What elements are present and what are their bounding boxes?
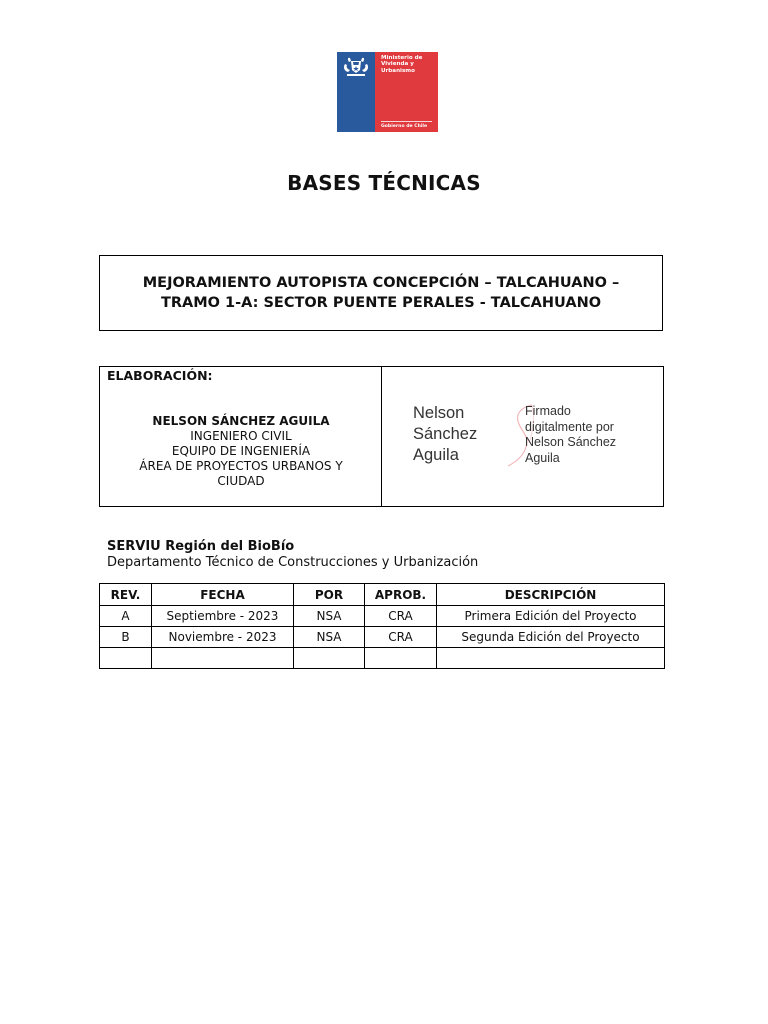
organization-department: Departamento Técnico de Construcciones y Urbanización [107,555,479,570]
digital-signature [382,367,663,506]
signature-name-line: Nelson [413,404,465,422]
cell-fecha [152,648,294,669]
cell-fecha: Noviembre - 2023 [152,627,294,648]
project-title-box [99,255,663,331]
author-team: EQUIP0 DE INGENIERÍA [171,444,311,458]
column-header-rev: REV. [100,584,152,606]
revision-header-row [100,584,665,606]
signature-caption [525,404,616,466]
column-header-por: POR [294,584,365,606]
signature-name-line: Aguila [413,446,459,464]
signature-caption-line: digitalmente por [525,419,614,434]
cell-aprob: CRA [365,627,437,648]
elaboration-box [99,366,664,507]
cell-aprob: CRA [365,606,437,627]
table-row [100,606,665,627]
cell-fecha: Septiembre - 2023 [152,606,294,627]
author-block [100,414,382,489]
chile-coat-of-arms-icon [341,56,371,78]
column-header-aprob: APROB. [365,584,437,606]
revision-table [99,583,665,669]
cell-rev [100,648,152,669]
signature-caption-line: Aguila [525,450,560,465]
logo-red-panel [375,52,438,132]
signature-name-line: Sánchez [413,425,478,443]
table-row [100,627,665,648]
signature-caption-line: Firmado [525,404,571,418]
organization-name: SERVIU Región del BioBío [107,539,295,554]
signature-caption-line: Nelson Sánchez [525,435,617,449]
author-name: NELSON SÁNCHEZ AGUILA [152,414,330,428]
cell-descripcion [437,648,665,669]
column-header-descripcion: DESCRIPCIÓN [437,584,665,606]
elaboration-label: ELABORACIÓN: [107,368,213,383]
table-row [100,648,665,669]
cell-por: NSA [294,606,365,627]
logo-ministry-text [381,55,422,74]
column-header-fecha: FECHA [152,584,294,606]
cell-rev: A [100,606,152,627]
cell-aprob [365,648,437,669]
logo-blue-panel [337,52,375,132]
logo-footer: Gobierno de Chile [381,124,428,129]
cell-descripcion: Segunda Edición del Proyecto [437,627,665,648]
cell-por [294,648,365,669]
document-title: BASES TÉCNICAS [287,171,481,195]
logo-line: Vivienda y [381,61,414,68]
ministry-logo [337,52,438,132]
logo-divider [381,121,432,122]
author-role: INGENIERO CIVIL [190,429,292,443]
author-area-line-1: ÁREA DE PROYECTOS URBANOS Y [139,459,343,473]
cell-rev: B [100,627,152,648]
elaboration-details [100,367,382,506]
cell-por: NSA [294,627,365,648]
logo-line: Urbanismo [381,67,415,74]
author-area-line-2: CIUDAD [217,474,265,488]
logo-line: Ministerio de [381,55,423,61]
signature-name [413,403,477,466]
cell-descripcion: Primera Edición del Proyecto [437,606,665,627]
project-title-line-1: MEJORAMIENTO AUTOPISTA CONCEPCIÓN – TALCAHUANO – [142,275,620,291]
project-title-line-2: TRAMO 1-A: SECTOR PUENTE PERALES - TALCAHUANO [160,295,602,311]
